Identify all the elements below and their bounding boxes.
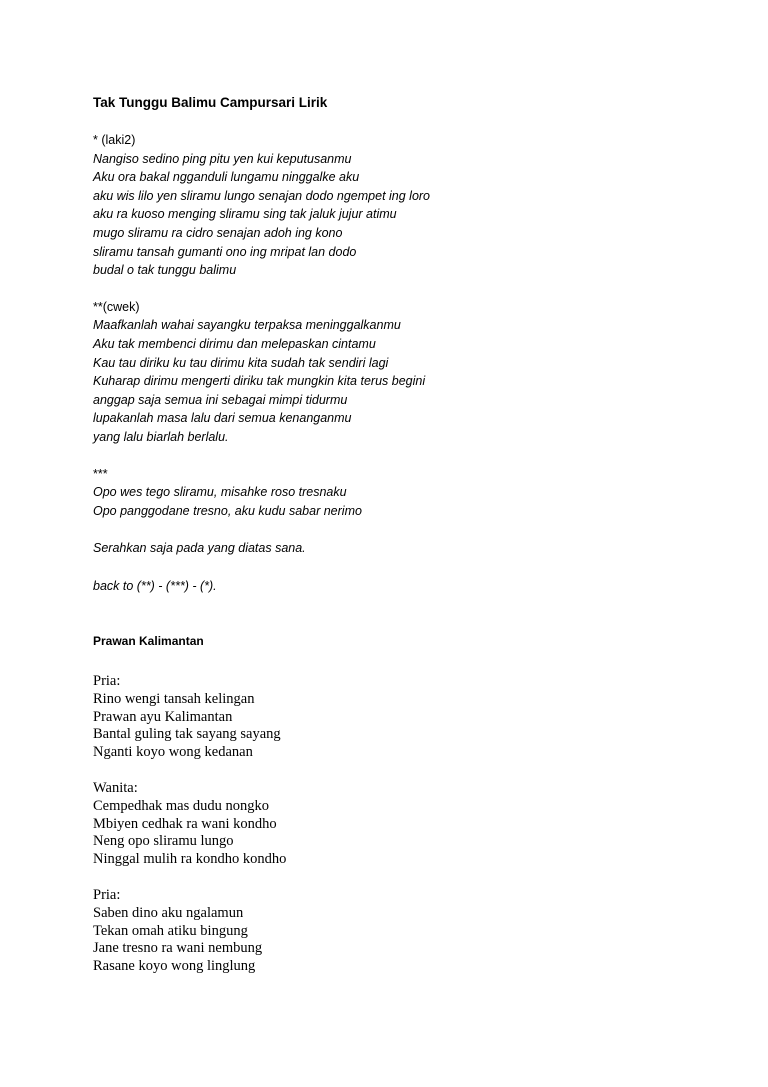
lyric-line: Rino wengi tansah kelingan (93, 690, 255, 707)
lyric-line: Kau tau diriku ku tau dirimu kita sudah tak sendiri lagi (93, 355, 389, 370)
lyric-line: Neng opo sliramu lungo (93, 833, 234, 850)
lyric-line: Aku ora bakal ngganduli lungamu ninggalke aku (93, 170, 360, 185)
speaker-label: Pria: (93, 887, 121, 904)
lyric-line: Prawan ayu Kalimantan (93, 708, 233, 725)
lyric-line: Nangiso sedino ping pitu yen kui keputusanmu (93, 151, 352, 166)
lyric-line: Opo wes tego sliramu, misahke roso tresnaku (93, 485, 347, 500)
speaker-label: Pria: (93, 673, 121, 690)
verse-cwek (93, 298, 713, 447)
repeat-instruction: back to (**) - (***) - (*). (93, 578, 217, 593)
lyric-line: Rasane koyo wong linglung (93, 958, 256, 975)
verse-duet (93, 465, 713, 521)
lyric-line: Jane tresno ra wani nembung (93, 940, 263, 957)
song2-lyrics (93, 673, 713, 976)
stanza (93, 887, 713, 976)
lyric-line: Opo panggodane tresno, aku kudu sabar nerimo (93, 503, 362, 518)
lyric-line: lupakanlah masa lalu dari semua kenanganmu (93, 411, 352, 426)
lyric-line: Mbiyen cedhak ra wani kondho (93, 815, 277, 832)
stanza (93, 673, 713, 762)
speaker-label: Wanita: (93, 780, 138, 797)
lyric-line: yang lalu biarlah berlalu. (93, 429, 229, 444)
document-page (93, 93, 713, 976)
lyric-line: Aku tak membenci dirimu dan melepaskan cintamu (93, 336, 376, 351)
lyric-line: Kuharap dirimu mengerti diriku tak mungkin kita terus begini (93, 374, 426, 389)
stanza (93, 780, 713, 869)
lyric-line: Bantal guling tak sayang sayang (93, 726, 281, 743)
verse-laki (93, 131, 713, 280)
lyric-line: Cempedhak mas dudu nongko (93, 797, 269, 814)
lyric-line: sliramu tansah gumanti ono ing mripat lan dodo (93, 244, 357, 259)
closing-line: Serahkan saja pada yang diatas sana. (93, 541, 306, 556)
lyric-line: Nganti koyo wong kedanan (93, 744, 253, 761)
verse-marker: **(cwek) (93, 299, 140, 314)
verse-marker: * (laki2) (93, 133, 136, 147)
document-title: Tak Tunggu Balimu Campursari Lirik (93, 95, 328, 110)
lyric-line: Saben dino aku ngalamun (93, 904, 244, 921)
lyric-line: mugo sliramu ra cidro senajan adoh ing kono (93, 225, 343, 240)
verse-marker: *** (93, 466, 108, 481)
lyric-line: aku ra kuoso menging sliramu sing tak jaluk jujur atimu (93, 207, 397, 222)
lyric-line: Tekan omah atiku bingung (93, 922, 248, 939)
lyric-line: Ninggal mulih ra kondho kondho (93, 851, 287, 868)
lyric-line: anggap saja semua ini sebagai mimpi tidurmu (93, 392, 348, 407)
lyric-line: aku wis lilo yen sliramu lungo senajan dodo ngempet ing loro (93, 188, 431, 203)
lyric-line: budal o tak tunggu balimu (93, 263, 237, 278)
lyric-line: Maafkanlah wahai sayangku terpaksa meninggalkanmu (93, 318, 401, 333)
song-subtitle: Prawan Kalimantan (93, 634, 204, 649)
